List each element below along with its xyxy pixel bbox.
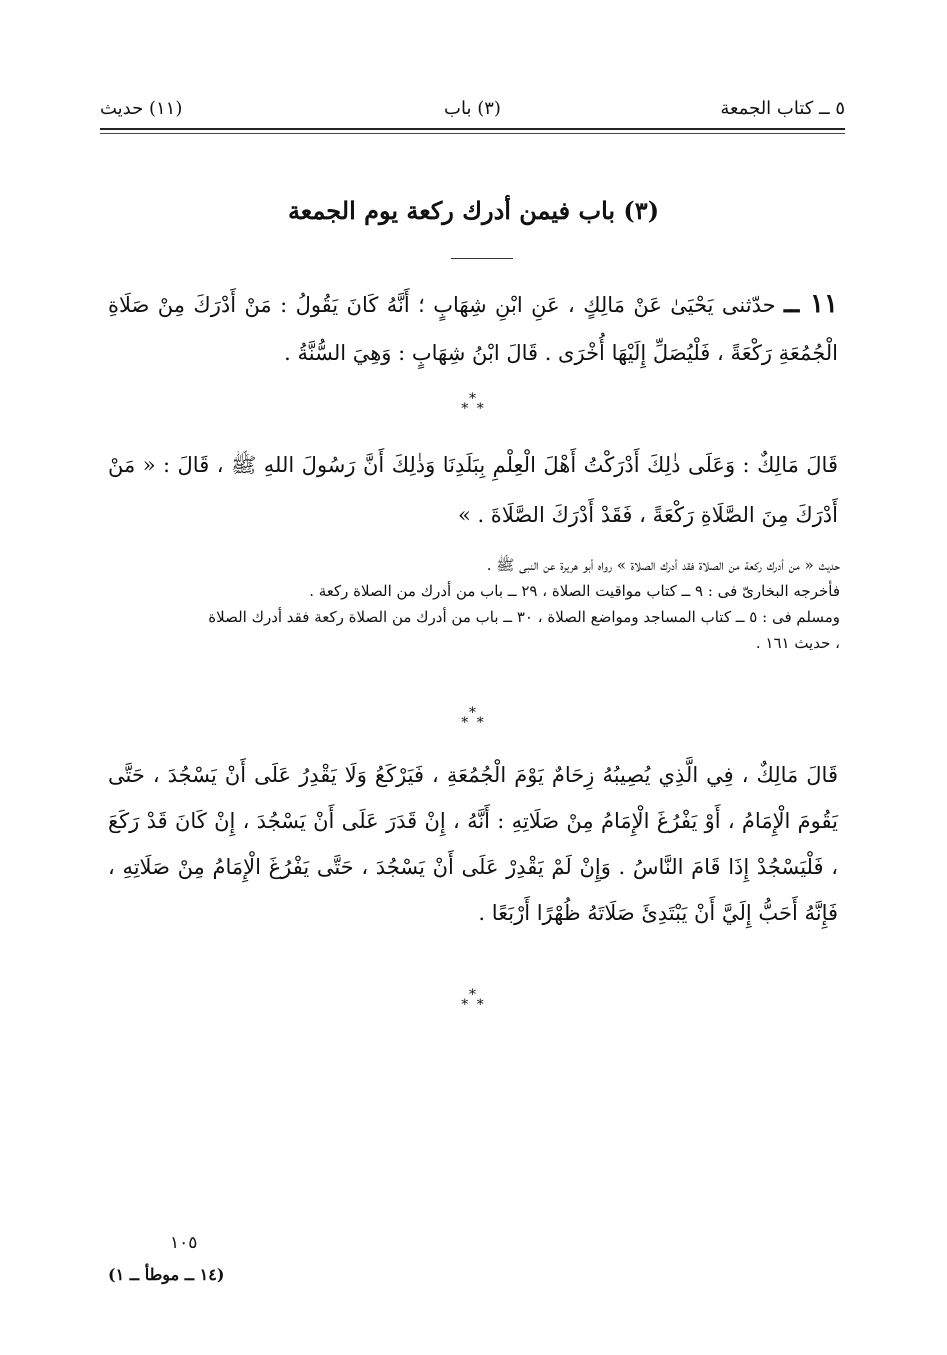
- chapter-title: (٣) باب فيمن أدرك ركعة يوم الجمعة: [287, 196, 660, 225]
- header-book-title: ٥ ــ كتاب الجمعة: [720, 98, 845, 119]
- header-chapter: (٣) باب: [444, 98, 501, 119]
- section-separator: * * *: [461, 987, 486, 1013]
- malik-commentary-2: قَالَ مَالِكٌ ، فِي الَّذِي يُصِيبُهُ زِحَامٌ يَوْمَ الْجُمُعَةِ ، فَيَرْكَعُ وَلَا يَقْدِرُ عَلَى أَنْ يَسْجُدَ ، حَتَّى يَقُومَ الْإِمَامُ ، أَوْ يَفْرُغَ الْإِمَامُ مِنْ صَلَاتِهِ : أَنَّهُ ، إِنْ قَدَرَ عَلَى أَنْ يَسْجُدَ ، إِنْ كَانَ قَدْ رَكَعَ ، فَلْيَسْجُدْ إِذَا قَامَ النَّاسُ . وَإِنْ لَمْ يَقْدِرْ عَلَى أَنْ يَسْجُدَ ، حَتَّى يَفْرُغَ الْإِمَامُ مِنْ صَلَاتِهِ ، فَإِنَّهُ أَحَبُّ إِلَيَّ أَنْ يَبْتَدِئَ صَلَاتَهُ ظُهْرًا أَرْبَعًا .: [108, 763, 838, 925]
- printer-signature: (١٤ ــ موطأ ــ ١): [108, 1265, 225, 1284]
- malik-commentary-1: قَالَ مَالِكٌ : وَعَلَى ذٰلِكَ أَدْرَكْتُ أَهْلَ الْعِلْمِ بِبَلَدِنَا وَذٰلِكَ أَنَّ رَسُولَ اللهِ ﷺ ، قَالَ : « مَنْ أَدْرَكَ مِنَ الصَّلَاةِ رَكْعَةً ، فَقَدْ أَدْرَكَ الصَّلَاةَ . »: [108, 453, 838, 527]
- footnote-line: ومسلم فى : ٥ ــ كتاب المساجد ومواضع الصلاة ، ٣٠ ــ باب من أدرك من الصلاة ركعة فقد أدرك الصلاة ، حديث ١٦١ .: [208, 608, 840, 652]
- section-separator: * * *: [461, 705, 486, 731]
- header-rule-thin: [100, 133, 845, 134]
- header-hadith-number: (١١) حديث: [100, 98, 183, 119]
- hadith-text: حدّثنى يَحْيَىٰ عَنْ مَالِكٍ ، عَنِ ابْنِ شِهَابٍ ؛ أَنَّهُ كَانَ يَقُولُ : مَنْ أَدْرَكَ مِنْ صَلَاةِ الْجُمُعَةِ رَكْعَةً ، فَلْيُصَلِّ إِلَيْهَا أُخْرَى . قَالَ ابْنُ شِهَابٍ : وَهِيَ السُّنَّةُ .: [108, 293, 838, 365]
- hadith-text-block: [108, 280, 838, 377]
- section-separator: * * *: [461, 391, 486, 417]
- page-number: ١٠٥: [170, 1233, 198, 1253]
- header-rule: [100, 128, 845, 130]
- title-underline: [451, 258, 513, 259]
- footnote-line: فأخرجه البخارىّ فى : ٩ ــ كتاب مواقيت الصلاة ، ٢٩ ــ باب من أدرك من الصلاة ركعة .: [309, 582, 840, 600]
- footnote-line: حديث « من أدرك ركعة من الصلاة فقد أدرك الصلاة » رواه أبو هريرة عن النبى ﷺ .: [486, 556, 840, 574]
- running-header: [100, 98, 845, 128]
- hadith-number: ١١ ــ: [784, 289, 838, 319]
- footnotes: [150, 552, 840, 656]
